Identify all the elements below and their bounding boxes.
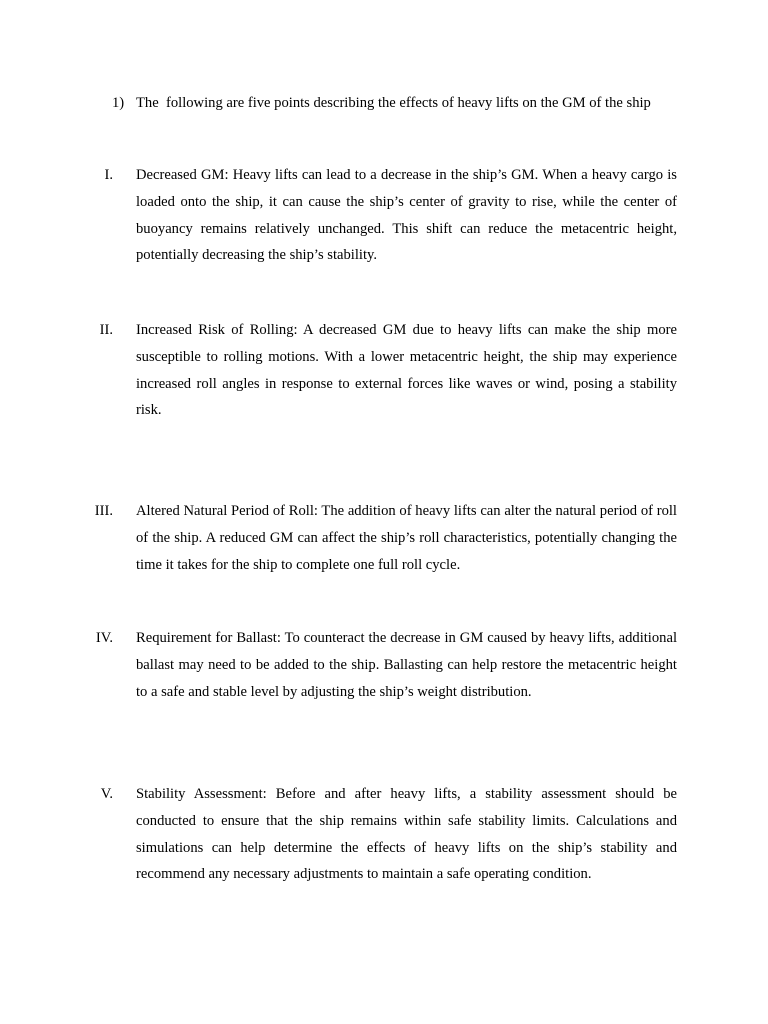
list-item-text: Requirement for Ballast: To counteract the decrease in GM caused by heavy lifts, additional ballast may need to be added to the ship. Ballasting can help restore the metacentric height to a safe and stable level by adjusting the ship’s weight distribution. <box>136 630 677 700</box>
roman-numeral-marker: V. <box>100 786 113 802</box>
list-item-text: Increased Risk of Rolling: A decreased GM due to heavy lifts can make the ship more susceptible to rolling motions. With a lower metacentric height, the ship may experience increased roll angles in response to external forces like waves or wind, posing a stability risk. <box>136 322 677 419</box>
question-heading <box>112 93 692 113</box>
list-item-text: Stability Assessment: Before and after heavy lifts, a stability assessment should be conducted to ensure that the ship remains within safe stability limits. Calculations and simulations can help determine the effects of heavy lifts on the ship’s stability and recommend any necessary adjustments to maintain a safe operating condition. <box>136 786 677 883</box>
question-number: 1) <box>112 95 125 111</box>
roman-numeral-marker: IV. <box>95 630 113 646</box>
question-text: The following are five points describing the effects of heavy lifts on the GM of the ship <box>136 95 651 111</box>
roman-numeral-marker: II. <box>99 322 113 338</box>
list-item-text: Altered Natural Period of Roll: The addition of heavy lifts can alter the natural period of roll of the ship. A reduced GM can affect the ship’s roll characteristics, potentially changing the time it takes for the ship to complete one full roll cycle. <box>136 503 677 573</box>
roman-numeral-marker: III. <box>94 503 113 519</box>
list-item-text: Decreased GM: Heavy lifts can lead to a decrease in the ship’s GM. When a heavy cargo is loaded onto the ship, it can cause the ship’s center of gravity to rise, while the center of buoyancy remains relatively unchanged. This shift can reduce the metacentric height, potentially decreasing the ship’s stability. <box>136 167 677 264</box>
roman-numeral-marker: I. <box>104 167 113 183</box>
